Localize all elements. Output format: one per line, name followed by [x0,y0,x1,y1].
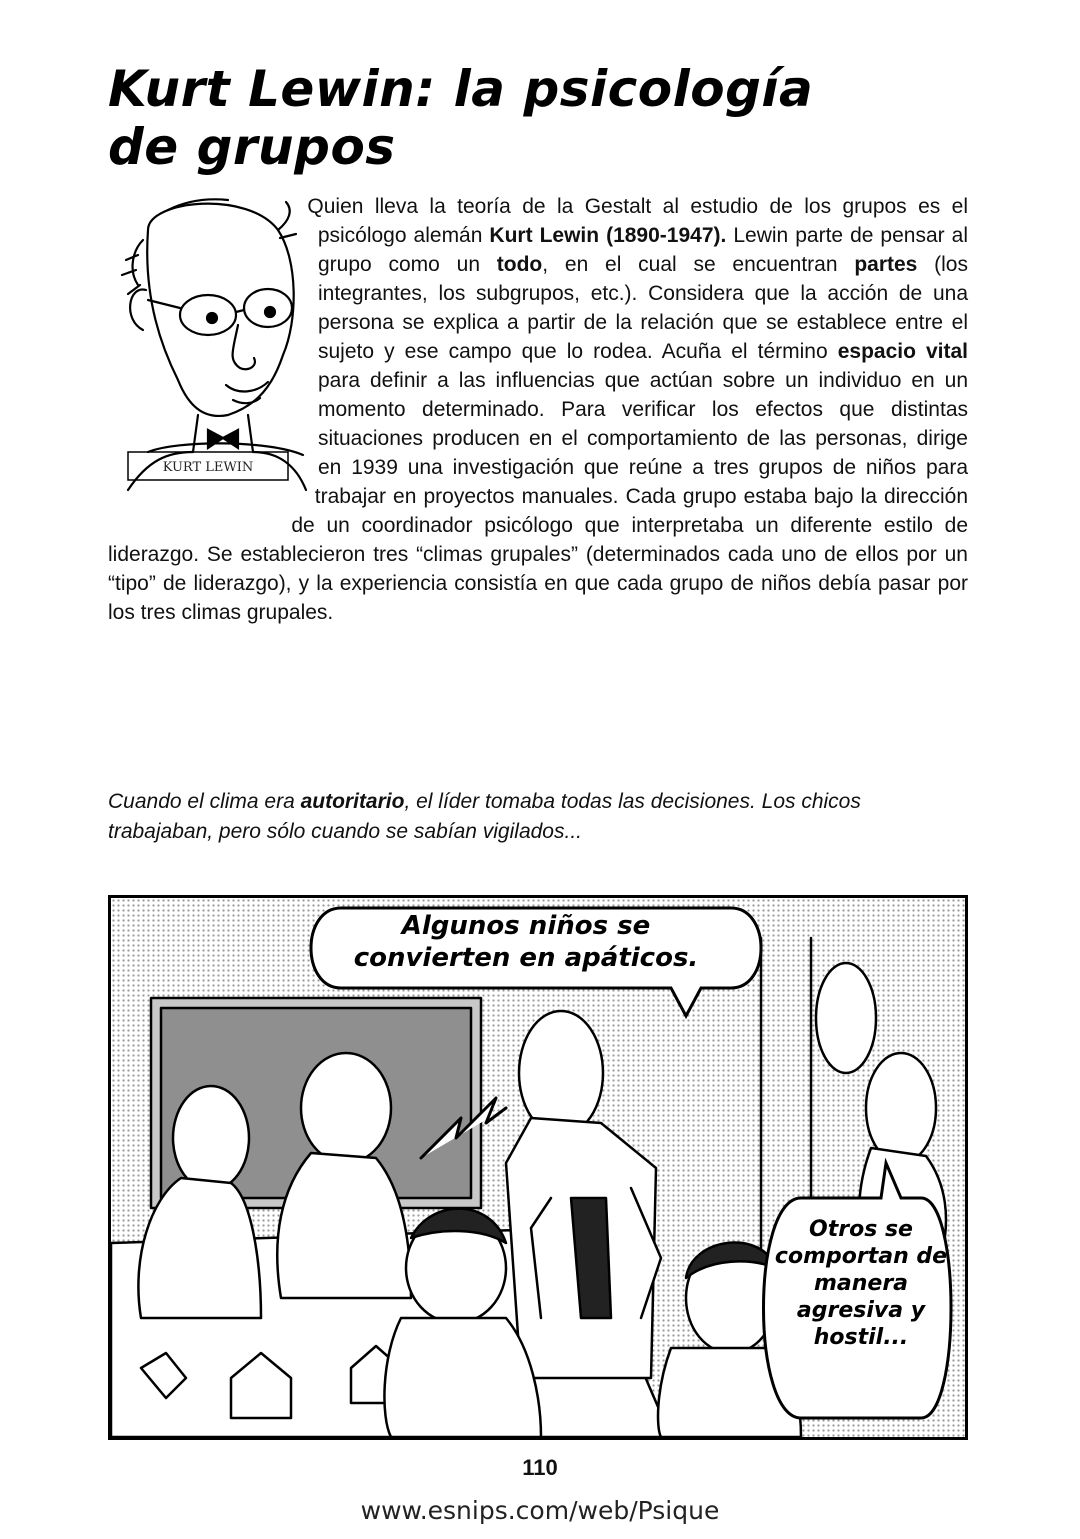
comic-caption: Cuando el clima era autoritario, el líder tomaba todas las decisiones. Los chicos trabajaban, pero sólo cuando se sabían vigilados... [108,790,861,843]
comic-panel [108,895,968,1440]
page-title [108,60,888,176]
page-number: 110 [522,1455,558,1480]
title-line-2: de grupos [108,118,396,176]
source-url: www.esnips.com/web/Psique [360,1496,720,1525]
speech-bubble-right: Otros se comportan de manera agresiva y hostil... [774,1217,948,1350]
portrait-text-wrap [108,192,318,517]
intro-paragraph: Quien lleva la teoría de la Gestalt al estudio de los grupos es el psicólogo alemán Kurt Lewin (1890-1947). Lewin parte de pensar al grupo como un todo, en el cual se encuentran partes (los integrantes, los subgrupos, etc.). Considera que la acción de una persona se explica a partir de la relación que se establece entre el sujeto y ese campo que lo rodea. Acuña el término espacio vital para definir a las influencias que actúan sobre un individuo en un momento determinado. Para verificar los efectos que distintas situaciones producen en el comportamiento de las personas, dirige en 1939 una investigación que reúne a tres grupos de niños para trabajar en proyectos manuales. Cada grupo estaba bajo la dirección de un coordinador psicólogo que interpretaba un diferente estilo de liderazgo. Se establecieron tres “climas grupales” (determinados cada uno de ellos por un “tipo” de liderazgo), y la experiencia consistía en que cada grupo de niños debía pasar por los tres climas grupales. [108,192,968,627]
title-line-1: Kurt Lewin: la psicología [108,60,814,118]
speech-bubble-top: Algunos niños se convierten en apáticos. [353,911,699,973]
classroom-illustration [111,898,965,1437]
caricature-signature: KURT LEWIN [162,460,254,475]
